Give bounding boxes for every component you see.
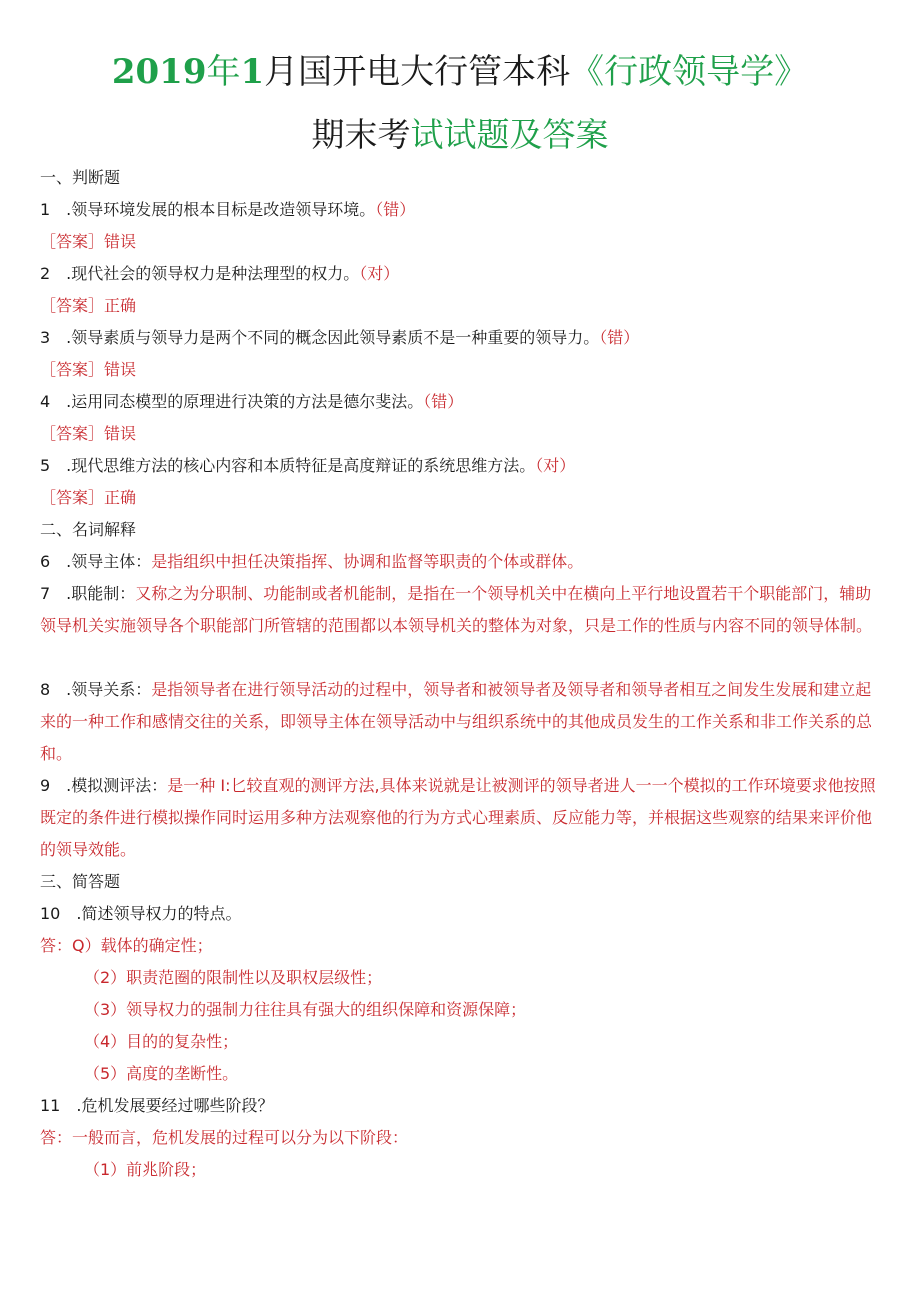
title-course: 《行政领导学》 [570, 52, 809, 92]
question-text: 3 .领导素质与领导力是两个不同的概念因此领导素质不是一种重要的领导力。 [40, 328, 600, 347]
term-6 [40, 546, 885, 578]
section-heading-terms: 二、名词解释 [40, 520, 137, 539]
section-heading-short: 三、简答题 [40, 872, 121, 891]
question-mark: （错） [423, 392, 464, 411]
term-definition: 是指领导者在进行领导活动的过程中，领导者和被领导者及领导者和领导者相互之间发生发展和建立起来的一种工作和感情交往的关系，即领导主体在领导活动中与组织系统中的其他成员发生的工作关系和非工作关系的总和。 [40, 680, 873, 763]
term-definition: 是指组织中担任决策指挥、协调和监督等职责的个体或群体。 [151, 552, 584, 571]
answer-11-item: （1）前兆阶段； [84, 1160, 207, 1179]
answer-4: ［答案］错误 [40, 424, 137, 443]
term-label: 8 .领导关系： [40, 680, 152, 699]
title-line-1 [0, 48, 920, 96]
term-label: 7 .职能制： [40, 584, 136, 603]
answer-10-item: （5）高度的垄断性。 [84, 1064, 239, 1083]
question-text: 4 .运用同态模型的原理进行决策的方法是德尔斐法。 [40, 392, 424, 411]
term-definition: 又称之为分职制、功能制或者机能制，是指在一个领导机关中在横向上平行地设置若干个职能部门，辅助领导机关实施领导各个职能部门所管辖的范围都以本领导机关的整体为对象，只是工作的性质与内容不同的领导体制。 [40, 584, 873, 635]
answer-5: ［答案］正确 [40, 488, 137, 507]
answer-11-intro: 答：一般而言，危机发展的过程可以分为以下阶段： [40, 1128, 409, 1147]
question-mark: （对） [359, 264, 400, 283]
title-text: 月国开电大行管本科 [264, 52, 571, 92]
title-exam: 期末考 [311, 115, 411, 154]
question-1 [40, 198, 415, 222]
title-month: 1 [240, 52, 265, 92]
answer-10-item: （3）领导权力的强制力往往具有强大的组织保障和资源保障； [84, 1000, 527, 1019]
term-label: 6 .领导主体： [40, 552, 152, 571]
answer-1: ［答案］错误 [40, 232, 137, 251]
answer-10-item: （2）职责范圈的限制性以及职权层级性； [84, 968, 383, 987]
term-label: 9 .模拟测评法： [40, 776, 168, 795]
question-text: 2 .现代社会的领导权力是种法理型的权力。 [40, 264, 360, 283]
question-3 [40, 326, 639, 350]
answer-10-item: （4）目的的复杂性； [84, 1032, 239, 1051]
term-8 [40, 674, 885, 770]
question-4 [40, 390, 463, 414]
section-heading-judgement: 一、判断题 [40, 168, 121, 187]
answer-3: ［答案］错误 [40, 360, 137, 379]
term-9 [40, 770, 885, 866]
question-mark: （错） [375, 200, 416, 219]
title-line-2 [0, 112, 920, 158]
title-nian: 年 [206, 52, 241, 92]
question-5 [40, 454, 575, 478]
question-mark: （对） [535, 456, 576, 475]
term-7 [40, 578, 885, 642]
answer-2: ［答案］正确 [40, 296, 137, 315]
question-mark: （错） [599, 328, 640, 347]
title-answers: 试试题及答案 [410, 115, 609, 154]
answer-10-intro: 答：Q）载体的确定性； [40, 936, 213, 955]
question-11: 11 .危机发展要经过哪些阶段？ [40, 1096, 274, 1115]
title-year: 2019 [111, 52, 207, 92]
question-text: 5 .现代思维方法的核心内容和本质特征是高度辩证的系统思维方法。 [40, 456, 536, 475]
term-definition: 是一种 I:匕较直观的测评方法,具体来说就是让被测评的领导者进人一一个模拟的工作环境要求他按照既定的条件进行模拟操作同时运用多种方法观察他的行为方式心理素质、反应能力等，并根据这些观察的结果来评价他的领导效能。 [40, 776, 876, 859]
question-text: 1 .领导环境发展的根本目标是改造领导环境。 [40, 200, 376, 219]
question-2 [40, 262, 399, 286]
question-10: 10 .简述领导权力的特点。 [40, 904, 242, 923]
